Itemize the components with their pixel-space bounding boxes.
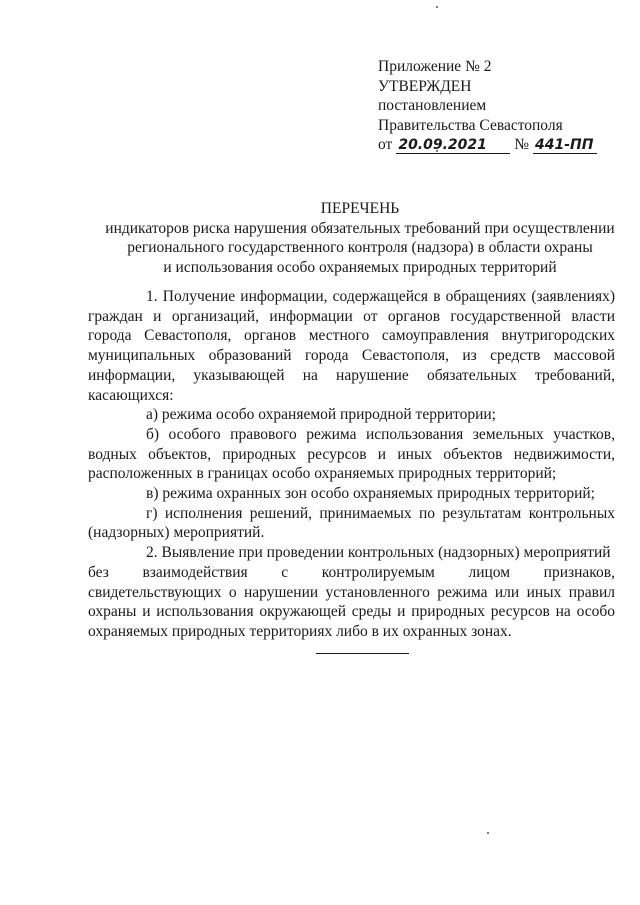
item-v: в) режима охранных зон особо охраняемых природных территорий;: [146, 485, 595, 503]
item-a: а) режима особо охраняемой природной территории;: [146, 406, 496, 424]
appendix-label: Приложение № 2: [378, 58, 492, 75]
handwritten-number: 441-ПП: [533, 137, 597, 154]
approval-stamp-block: [378, 57, 628, 155]
government-label: Правительства Севастополя: [378, 116, 563, 134]
resolution-label: постановлением: [378, 97, 487, 114]
paragraph-2-line-1: 2. Выявление при проведении контрольных (надзорных) мероприятий: [146, 544, 611, 562]
scan-speck: [436, 6, 438, 8]
document-body: [88, 287, 615, 642]
end-separator-line: [316, 653, 409, 654]
scan-speck: [487, 832, 489, 834]
title-heading: ПЕРЕЧЕНЬ: [320, 200, 400, 217]
paragraph-2-rest: свидетельствующих о нарушении установленного режима или иных правил охраны и использования окружающей среды и природных ресурсов на особо охраняемых природных территориях либо в их охранных зонах.: [88, 583, 615, 640]
paragraph-2-line-2: без взаимодействия с контролируемым лицом признаков,: [88, 563, 615, 581]
title-line-3: и использования особо охраняемых природных территорий: [163, 258, 557, 276]
paragraph-1: 1. Получение информации, содержащейся в обращениях (заявлениях) граждан и организаций, информации от органов государственной власти города Севастополя, органов местного самоуправления внутригородских муниципальных образований города Севастополя, из средств массовой информации, указывающей на нарушение обязательных требований, касающихся:: [88, 288, 615, 404]
date-prefix: от: [378, 136, 393, 153]
date-number-line: [378, 135, 628, 155]
handwritten-date: 20.09.2021: [396, 137, 510, 154]
title-line-1: индикаторов риска нарушения обязательных требований при осуществлении: [105, 219, 615, 237]
approved-label: УТВЕРЖДЕН: [378, 77, 472, 95]
item-b: б) особого правового режима использования земельных участков, водных объектов, природных ресурсов и иных объектов недвижимости, расположенных в границах особо охраняемых природных территорий;: [88, 425, 615, 483]
document-title: [80, 199, 640, 277]
number-prefix: №: [514, 136, 529, 153]
title-line-2: регионального государственного контроля (надзора) в области охраны: [127, 239, 593, 256]
item-g: г) исполнения решений, принимаемых по результатам контрольных (надзорных) мероприятий.: [88, 504, 615, 542]
